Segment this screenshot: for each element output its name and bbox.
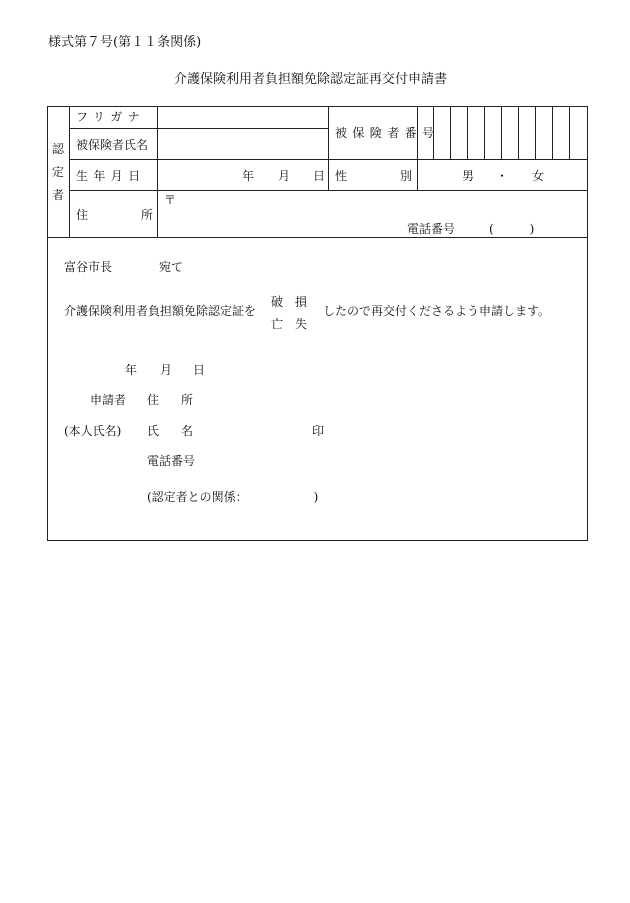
sex-separator: ・ — [496, 169, 509, 183]
phone-label: 電話番号 — [407, 222, 456, 236]
address-label-1: 住 — [76, 208, 89, 222]
request-prefix: 介護保険利用者負担額免除認定証を — [64, 304, 257, 318]
date-month: 月 — [160, 363, 173, 377]
applicant-name-1: 氏 — [147, 424, 160, 438]
sex-label-2: 別 — [400, 169, 413, 183]
birth-day: 日 — [313, 169, 326, 183]
furigana-label: フリガナ — [76, 110, 146, 124]
date-year: 年 — [125, 363, 138, 377]
addressee: 富谷市長 — [64, 260, 113, 274]
request-suffix: したので再交付くださるよう申請します。 — [323, 304, 551, 318]
applicant-name-2: 名 — [181, 424, 194, 438]
sex-label-1: 性 — [335, 169, 348, 183]
option-lost[interactable]: 亡 失 — [271, 317, 308, 331]
insured-number-field[interactable] — [418, 107, 587, 159]
applicant-label: 申請者 — [90, 393, 127, 407]
applicant-address-2: 所 — [181, 393, 194, 407]
furigana-field[interactable] — [158, 107, 328, 128]
birth-date-label: 生年月日 — [76, 169, 146, 183]
sex-female[interactable]: 女 — [532, 169, 545, 183]
postal-mark: 〒 — [164, 193, 177, 207]
date-day: 日 — [193, 363, 206, 377]
relation-to-certified: (認定者との関係： ) — [147, 490, 319, 504]
option-damaged[interactable]: 破 損 — [271, 295, 308, 309]
seal-mark: 印 — [312, 424, 325, 438]
birth-year: 年 — [242, 169, 255, 183]
side-label-2: 定 — [52, 165, 65, 179]
birth-month: 月 — [278, 169, 291, 183]
form-title: 介護保険利用者負担額免除認定証再交付申請書 — [174, 72, 448, 87]
applicant-phone: 電話番号 — [147, 454, 196, 468]
addressee-suffix: 宛て — [159, 260, 184, 274]
side-label-3: 者 — [52, 188, 65, 202]
sex-male[interactable]: 男 — [462, 169, 475, 183]
form-number: 様式第７号(第１１条関係) — [48, 35, 202, 50]
self-name-label: (本人氏名) — [64, 424, 122, 438]
insured-name-label: 被保険者氏名 — [76, 138, 149, 152]
insured-name-field[interactable] — [158, 129, 328, 159]
applicant-address-1: 住 — [147, 393, 160, 407]
phone-paren: ( ) — [489, 222, 535, 236]
side-label-1: 認 — [52, 142, 65, 156]
insured-number-label: 被保険者番号 — [335, 126, 440, 140]
address-label-2: 所 — [141, 208, 154, 222]
